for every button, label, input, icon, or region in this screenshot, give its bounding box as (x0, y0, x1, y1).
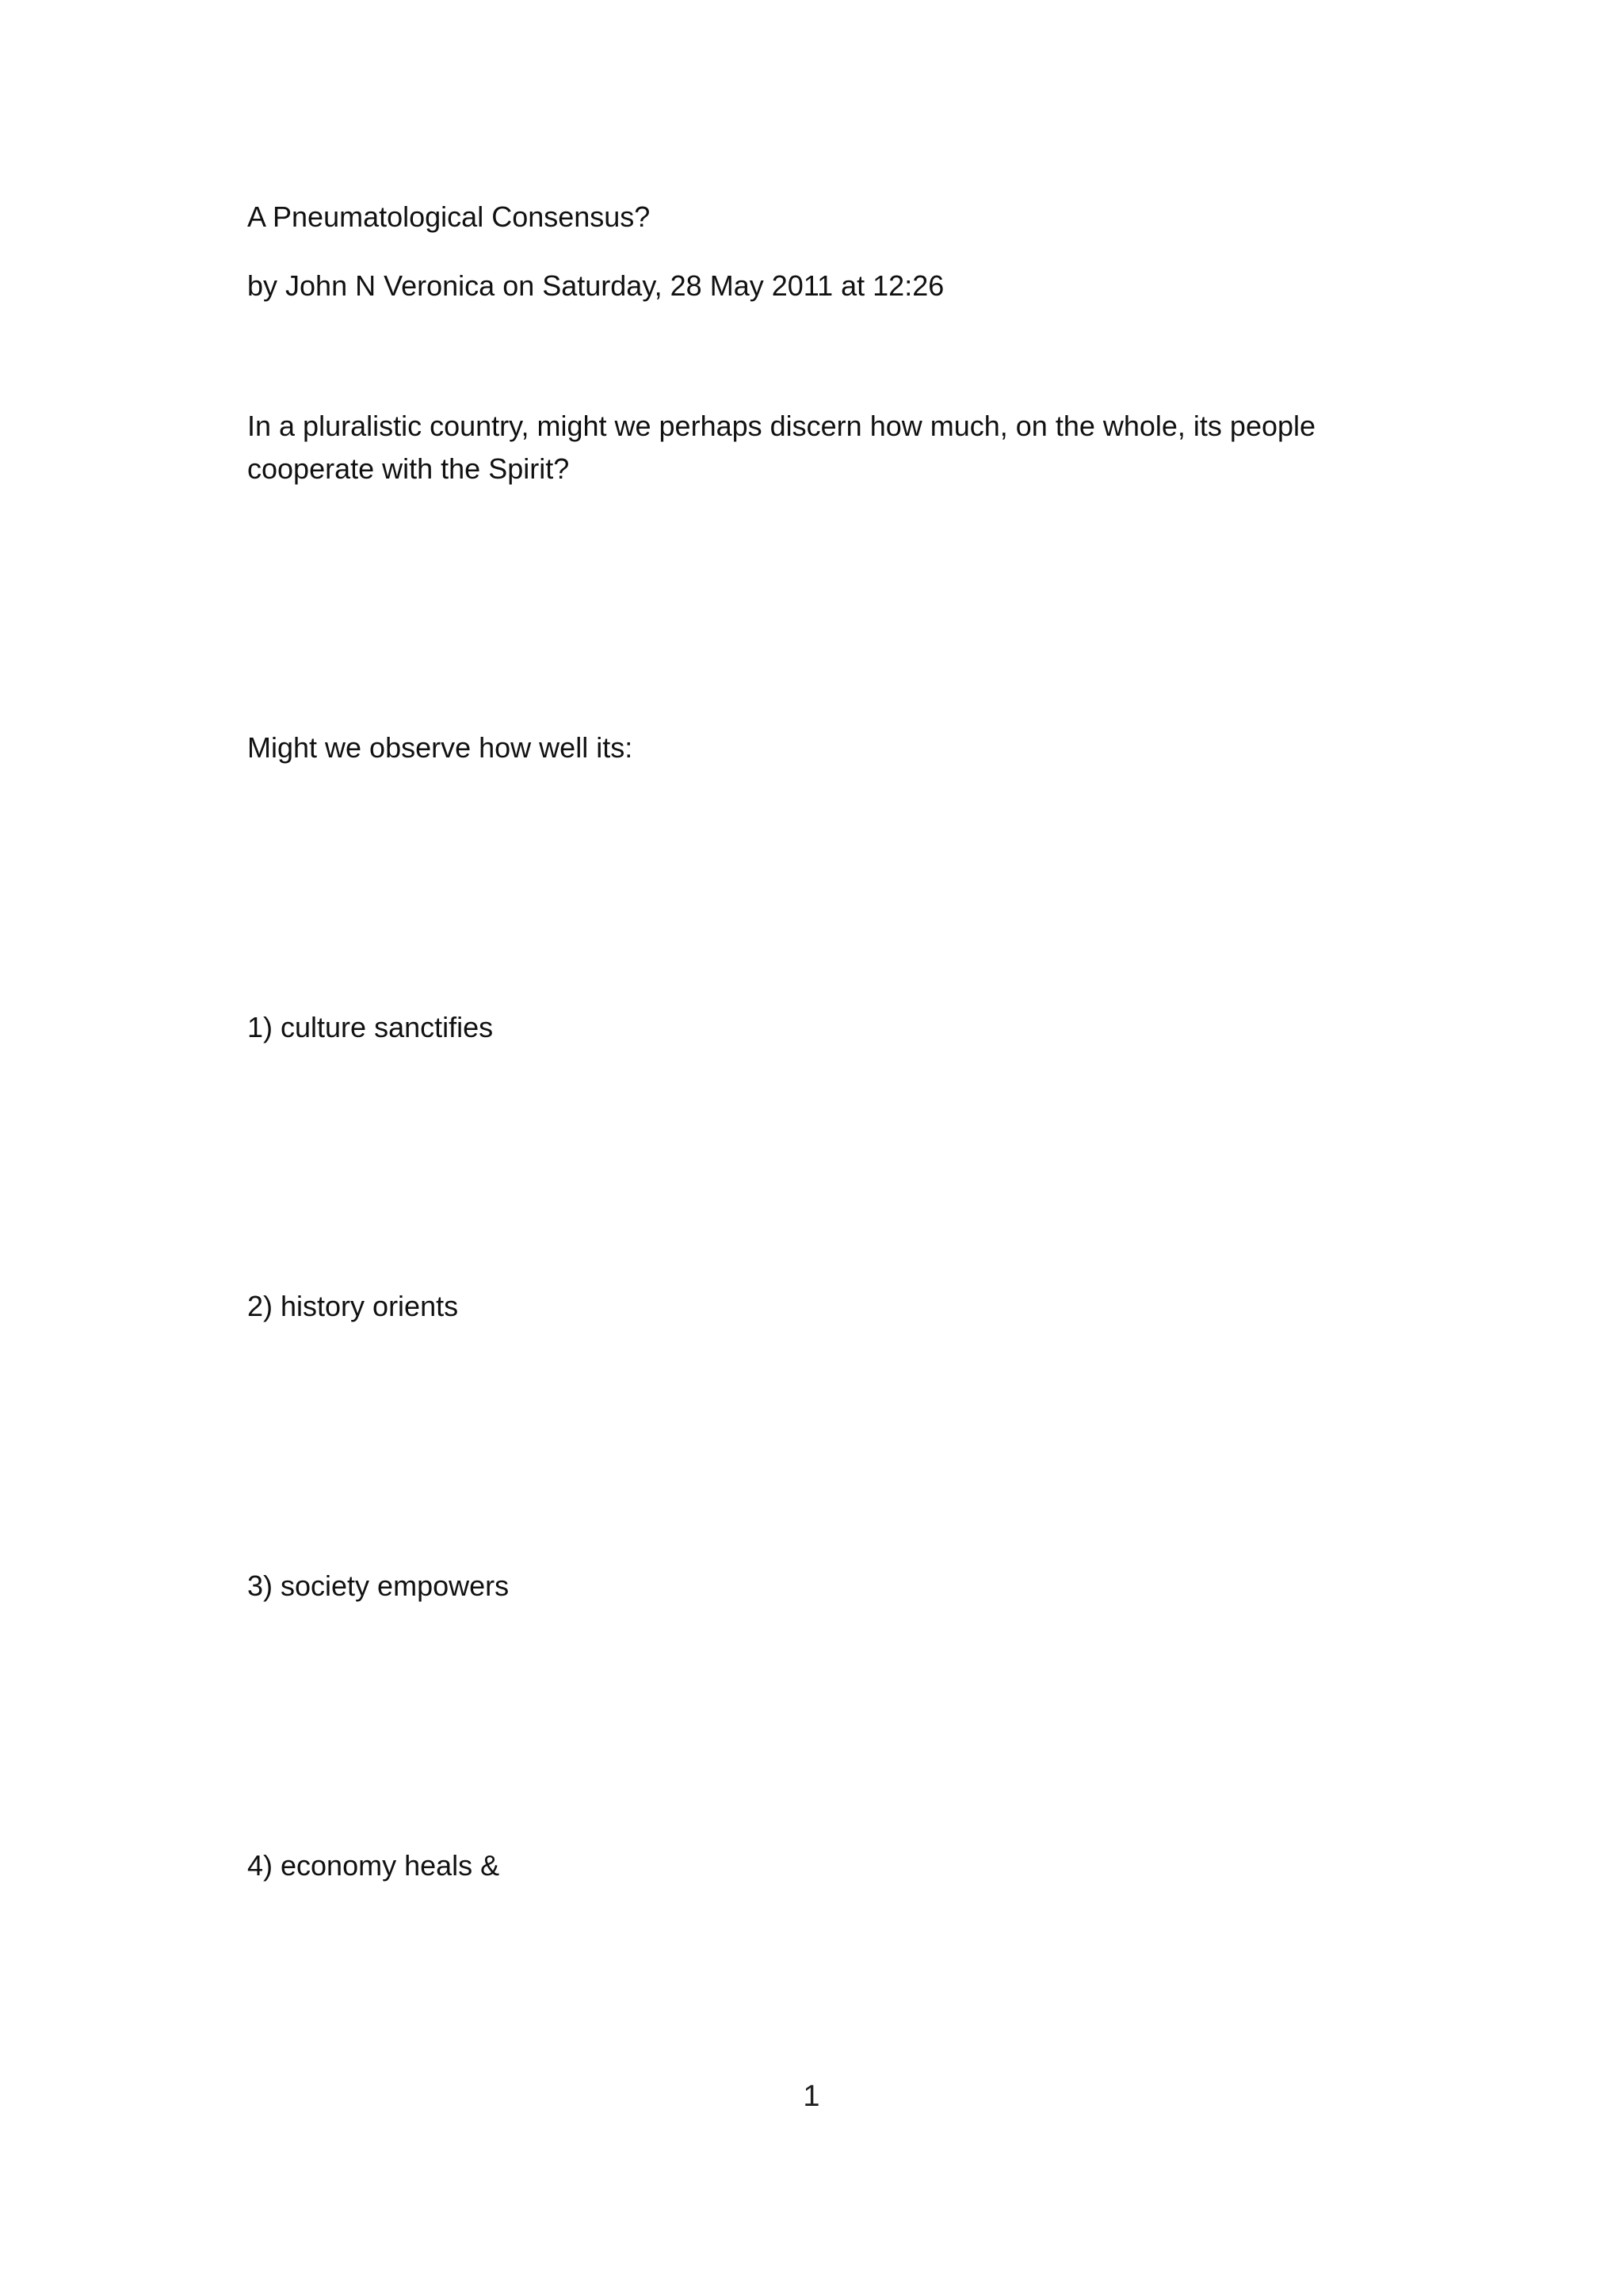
document-byline: by John N Veronica on Saturday, 28 May 2011 at 12:26 (247, 269, 945, 302)
list-item-3: 3) society empowers (247, 1569, 510, 1602)
list-item-2: 2) history orients (247, 1290, 459, 1322)
list-item-4: 4) economy heals & (247, 1849, 500, 1882)
list-item-1: 1) culture sanctifies (247, 1011, 494, 1043)
page-number: 1 (803, 2080, 820, 2113)
document-title: A Pneumatological Consensus? (247, 200, 651, 233)
prompt-paragraph: Might we observe how well its: (247, 731, 633, 764)
intro-paragraph: In a pluralistic country, might we perhaps discern how much, on the whole, its people cooperate with the Spirit? (247, 410, 1316, 485)
